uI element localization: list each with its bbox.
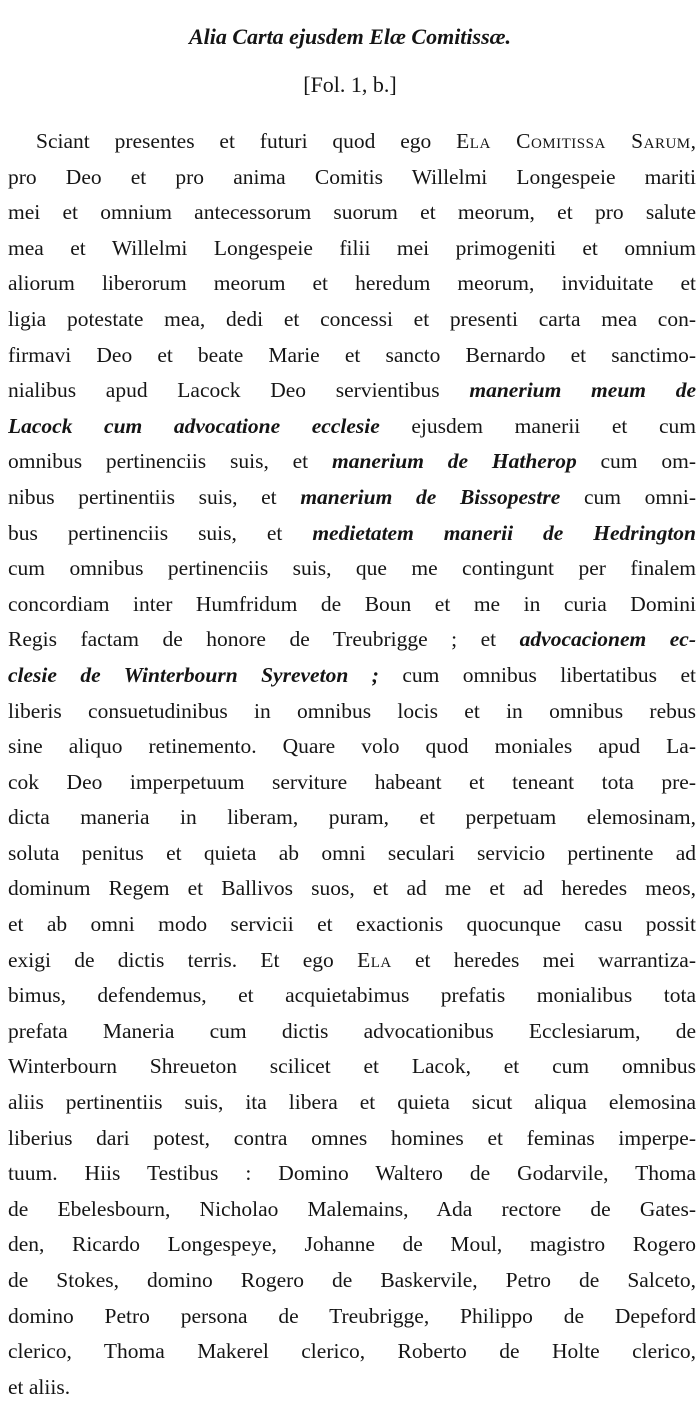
text-segment: ligia potestate mea, dedi et concessi et presenti carta mea con- xyxy=(8,306,696,331)
text-line xyxy=(8,907,696,943)
text-segment: et ab omni modo servicii et exactionis quocunque casu possit xyxy=(8,912,696,937)
text-line xyxy=(8,231,696,267)
text-segment: pro Deo et pro anima Comitis Willelmi Longespeie mariti xyxy=(8,164,696,189)
text-segment: de Ebelesbourn, Nicholao Malemains, Ada rectore de Gates- xyxy=(8,1196,696,1221)
text-segment: sine aliquo retinemento. Quare volo quod moniales apud La- xyxy=(8,734,696,759)
text-segment: firmavi Deo et beate Marie et sancto Bernardo et sanctimo- xyxy=(8,342,696,367)
text-segment: cum omnibus pertinenciis suis, que me contingunt per finalem xyxy=(8,556,696,581)
text-segment: liberis consuetudinibus in omnibus locis et in omnibus rebus xyxy=(8,698,696,723)
text-line xyxy=(8,1370,696,1405)
text-segment: clerico, Thoma Makerel clerico, Roberto de Holte clerico, xyxy=(8,1339,696,1364)
text-line xyxy=(8,302,696,338)
text-segment: liberius dari potest, contra omnes homines et feminas imperpe- xyxy=(8,1125,696,1150)
text-segment: prefata Maneria cum dictis advocationibus Ecclesiarum, de xyxy=(8,1018,696,1043)
text-line xyxy=(8,978,696,1014)
italic-phrase: advocacionem ec- xyxy=(519,627,696,652)
text-segment: cum omni- xyxy=(560,484,696,509)
text-line xyxy=(8,1049,696,1085)
text-line xyxy=(8,1334,696,1370)
text-segment: cok Deo imperpetuum serviture habeant et teneant tota pre- xyxy=(8,769,696,794)
text-segment: de Stokes, domino Rogero de Baskervile, Petro de Salceto, xyxy=(8,1268,696,1292)
text-segment: , xyxy=(690,129,696,153)
italic-phrase: Lacock cum advocatione ecclesie xyxy=(8,413,380,438)
text-line xyxy=(8,1014,696,1050)
text-line xyxy=(8,160,696,196)
text-segment: mea et Willelmi Longespeie filii mei primogeniti et omnium xyxy=(8,235,696,260)
text-line xyxy=(8,373,696,409)
text-segment: nibus pertinentiis suis, et xyxy=(8,484,301,509)
small-caps-name: Ela xyxy=(357,947,392,972)
text-segment: dicta maneria in liberam, puram, et perpetuam elemosinam, xyxy=(8,805,696,830)
text-line xyxy=(8,551,696,587)
text-segment: concordiam inter Humfridum de Boun et me in curia Domini xyxy=(8,591,696,616)
text-segment: Regis factam de honore de Treubrigge ; et xyxy=(8,627,520,652)
text-segment: et aliis. xyxy=(8,1374,71,1399)
text-line xyxy=(8,480,696,516)
text-line xyxy=(8,1085,696,1121)
text-line xyxy=(8,1121,696,1157)
italic-phrase: manerium de Bissopestre xyxy=(300,484,561,509)
text-segment: ejusdem manerii et cum xyxy=(379,413,696,438)
text-line xyxy=(8,622,696,658)
text-line xyxy=(8,338,696,374)
text-segment: omnibus pertinenciis suis, et xyxy=(8,449,332,474)
italic-phrase: clesie de Winterbourn Syreveton ; xyxy=(8,662,379,687)
italic-phrase: manerium meum de xyxy=(469,378,696,403)
text-segment: dominum Regem et Ballivos suos, et ad me et ad heredes meos, xyxy=(8,876,696,901)
text-line xyxy=(8,1192,696,1228)
text-segment: cum omnibus libertatibus et xyxy=(378,662,696,687)
text-segment: tuum. Hiis Testibus : Domino Waltero de Godarvile, Thoma xyxy=(8,1161,696,1186)
text-line xyxy=(8,587,696,623)
text-line xyxy=(8,943,696,979)
text-segment: nialibus apud Lacock Deo servientibus xyxy=(8,378,470,403)
charter-body xyxy=(8,124,696,1405)
text-line xyxy=(8,124,696,160)
small-caps-name: Ela Comitissa Sarum xyxy=(456,129,691,153)
text-line xyxy=(8,409,696,445)
text-segment: soluta penitus et quieta ab omni seculari servicio pertinente ad xyxy=(8,840,696,865)
text-line xyxy=(8,444,696,480)
text-line xyxy=(8,1299,696,1335)
text-line xyxy=(8,516,696,552)
text-segment: cum om- xyxy=(576,449,696,474)
text-line xyxy=(8,836,696,872)
text-line xyxy=(8,658,696,694)
text-line xyxy=(8,765,696,801)
text-line xyxy=(8,800,696,836)
text-line xyxy=(8,694,696,730)
folio-reference: [Fol. 1, b.] xyxy=(303,72,397,97)
text-line xyxy=(8,1227,696,1263)
text-segment: mei et omnium antecessorum suorum et meorum, et pro salute xyxy=(8,200,696,225)
text-line xyxy=(8,729,696,765)
text-segment: Winterbourn Shreueton scilicet et Lacok, et cum omnibus xyxy=(8,1054,696,1079)
text-segment: den, Ricardo Longespeye, Johanne de Moul, magistro Rogero xyxy=(8,1232,696,1257)
text-segment: bus pertinenciis suis, et xyxy=(8,520,313,545)
text-segment: aliorum liberorum meorum et heredum meorum, inviduitate et xyxy=(8,271,696,296)
text-segment: Sciant presentes et futuri quod ego xyxy=(36,129,457,153)
text-segment: exigi de dictis terris. Et ego xyxy=(8,947,358,972)
text-line xyxy=(8,195,696,231)
text-segment: domino Petro persona de Treubrigge, Philippo de Depeford xyxy=(8,1303,696,1328)
text-line xyxy=(8,266,696,302)
italic-phrase: manerium de Hatherop xyxy=(331,449,577,474)
text-segment: et heredes mei warrantiza- xyxy=(391,947,696,972)
text-segment: bimus, defendemus, et acquietabimus prefatis monialibus tota xyxy=(8,983,696,1008)
charter-title: Alia Carta ejusdem Elæ Comitissæ. xyxy=(188,24,512,49)
text-line xyxy=(8,871,696,907)
italic-phrase: medietatem manerii de Hedrington xyxy=(312,520,696,545)
text-line xyxy=(8,1156,696,1192)
text-segment: aliis pertinentiis suis, ita libera et quieta sicut aliqua elemosina xyxy=(8,1090,696,1115)
text-line xyxy=(8,1263,696,1299)
